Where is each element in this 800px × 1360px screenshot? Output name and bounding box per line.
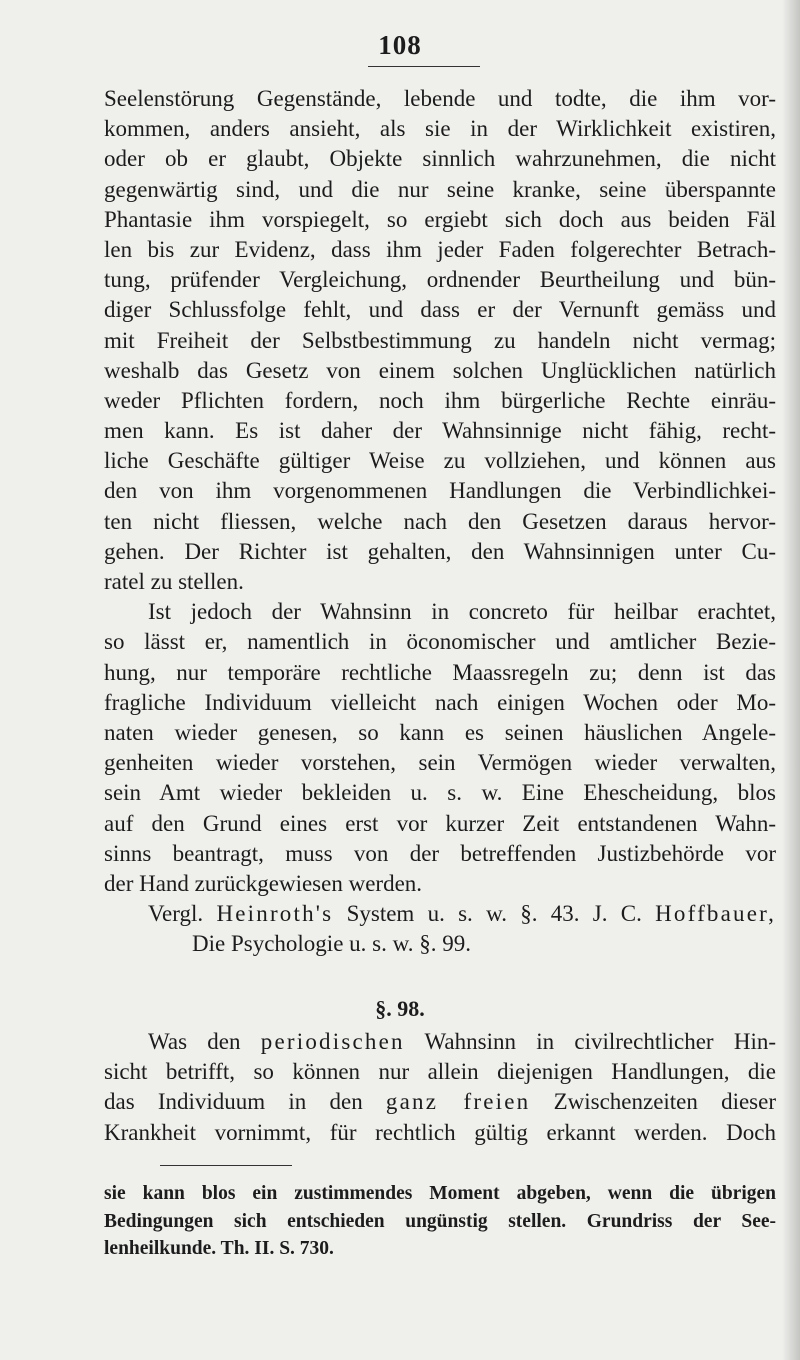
reference-author: Hoffbauer,: [655, 901, 777, 927]
text-line: den von ihm vorgenommenen Handlungen die Verbindlichkei-: [104, 478, 776, 504]
text-line: der Hand zurückgewiesen werden.: [104, 870, 423, 896]
reference-line: [104, 899, 776, 929]
section-heading: §. 98.: [375, 996, 425, 1021]
text-line: gehen. Der Richter ist gehalten, den Wahnsinnigen unter Cu-: [104, 538, 776, 564]
text-line: gegenwärtig sind, und die nur seine kranke, seine überspannte: [104, 176, 776, 202]
text-line: liche Geschäfte gültiger Weise zu vollziehen, und können aus: [104, 448, 776, 474]
paragraph-start-line: Ist jedoch der Wahnsinn in concreto für heilbar erachtet,: [148, 599, 776, 625]
text-run: das Individuum in den: [104, 1089, 363, 1115]
text-line: so lässt er, namentlich in öconomischer und amtlicher Bezie-: [104, 629, 776, 655]
reference-detail: System u. s. w. §. 43. J. C.: [346, 901, 642, 927]
text-line: Seelenstörung Gegenstände, lebende und todte, die ihm vor-: [104, 86, 776, 111]
text-line: mit Freiheit der Selbstbestimmung zu handeln nicht vermag;: [104, 327, 776, 353]
text-line: [104, 1087, 776, 1117]
text-line: weshalb das Gesetz von einem solchen Unglücklichen natürlich: [104, 357, 776, 383]
text-line: len bis zur Evidenz, dass ihm jeder Faden folgerechter Betrach-: [104, 236, 776, 262]
text-run: Was den: [148, 1029, 241, 1054]
footnote-line: lenheilkunde. Th. II. S. 730.: [104, 1238, 334, 1259]
text-line: sicht betrifft, so können nur allein diejenigen Handlungen, die: [104, 1059, 776, 1085]
footnote: [104, 1180, 776, 1263]
page-number: 108: [378, 30, 422, 60]
paragraph-start-line: [104, 1027, 776, 1057]
footnote-rule: [160, 1165, 292, 1166]
text-line: genheiten wieder vorstehen, sein Vermögen wieder verwalten,: [104, 750, 776, 776]
text-line: oder ob er glaubt, Objekte sinnlich wahrzunehmen, die nicht: [104, 146, 776, 172]
page-edge-shadow: [782, 0, 800, 1360]
reference-line: Die Psychologie u. s. w. §. 99.: [192, 931, 471, 957]
text-line: sein Amt wieder bekleiden u. s. w. Eine Ehescheidung, blos: [104, 780, 776, 806]
emphasized-text: periodischen: [260, 1029, 405, 1054]
text-line: weder Pflichten fordern, noch ihm bürgerliche Rechte einräu-: [104, 387, 776, 413]
text-run: Wahnsinn in civilrechtlicher Hin-: [424, 1029, 777, 1054]
text-line: naten wieder genesen, so kann es seinen häuslichen Angele-: [104, 719, 776, 745]
text-line: hung, nur temporäre rechtliche Maassregeln zu; denn ist das: [104, 659, 776, 685]
main-text: [104, 84, 776, 959]
text-line: diger Schlussfolge fehlt, und dass er der Vernunft gemäss und: [104, 297, 776, 323]
text-line: ten nicht fliessen, welche nach den Gesetzen daraus hervor-: [104, 508, 776, 534]
text-line: fragliche Individuum vielleicht nach einigen Wochen oder Mo-: [104, 689, 776, 715]
text-line: kommen, anders ansieht, als sie in der Wirklichkeit existiren,: [104, 116, 776, 142]
reference-author: Heinroth's: [216, 901, 334, 927]
footnote-line: sie kann blos ein zustimmendes Moment abgeben, wenn die übrigen: [104, 1183, 776, 1204]
section-text: [104, 1027, 776, 1148]
text-line: tung, prüfender Vergleichung, ordnender Beurtheilung und bün-: [104, 267, 776, 293]
text-line: Krankheit vornimmt, für rechtlich gültig erkannt werden. Doch: [104, 1119, 776, 1145]
text-run: Zwischenzeiten dieser: [553, 1089, 777, 1115]
text-line: sinns beantragt, muss von der betreffenden Justizbehörde vor: [104, 840, 776, 866]
footnote-line: Bedingungen sich entschieden ungünstig stellen. Grundriss der See-: [104, 1210, 776, 1232]
text-line: Phantasie ihm vorspiegelt, so ergiebt sich doch aus beiden Fäl: [104, 206, 776, 232]
text-line: men kann. Es ist daher der Wahnsinnige nicht fähig, recht-: [104, 418, 776, 444]
header-rule: [368, 66, 480, 67]
reference-prefix: Vergl.: [148, 901, 204, 927]
text-line: auf den Grund eines erst vor kurzer Zeit entstandenen Wahn-: [104, 810, 776, 836]
text-line: ratel zu stellen.: [104, 569, 244, 594]
emphasized-text: ganz freien: [385, 1089, 531, 1115]
